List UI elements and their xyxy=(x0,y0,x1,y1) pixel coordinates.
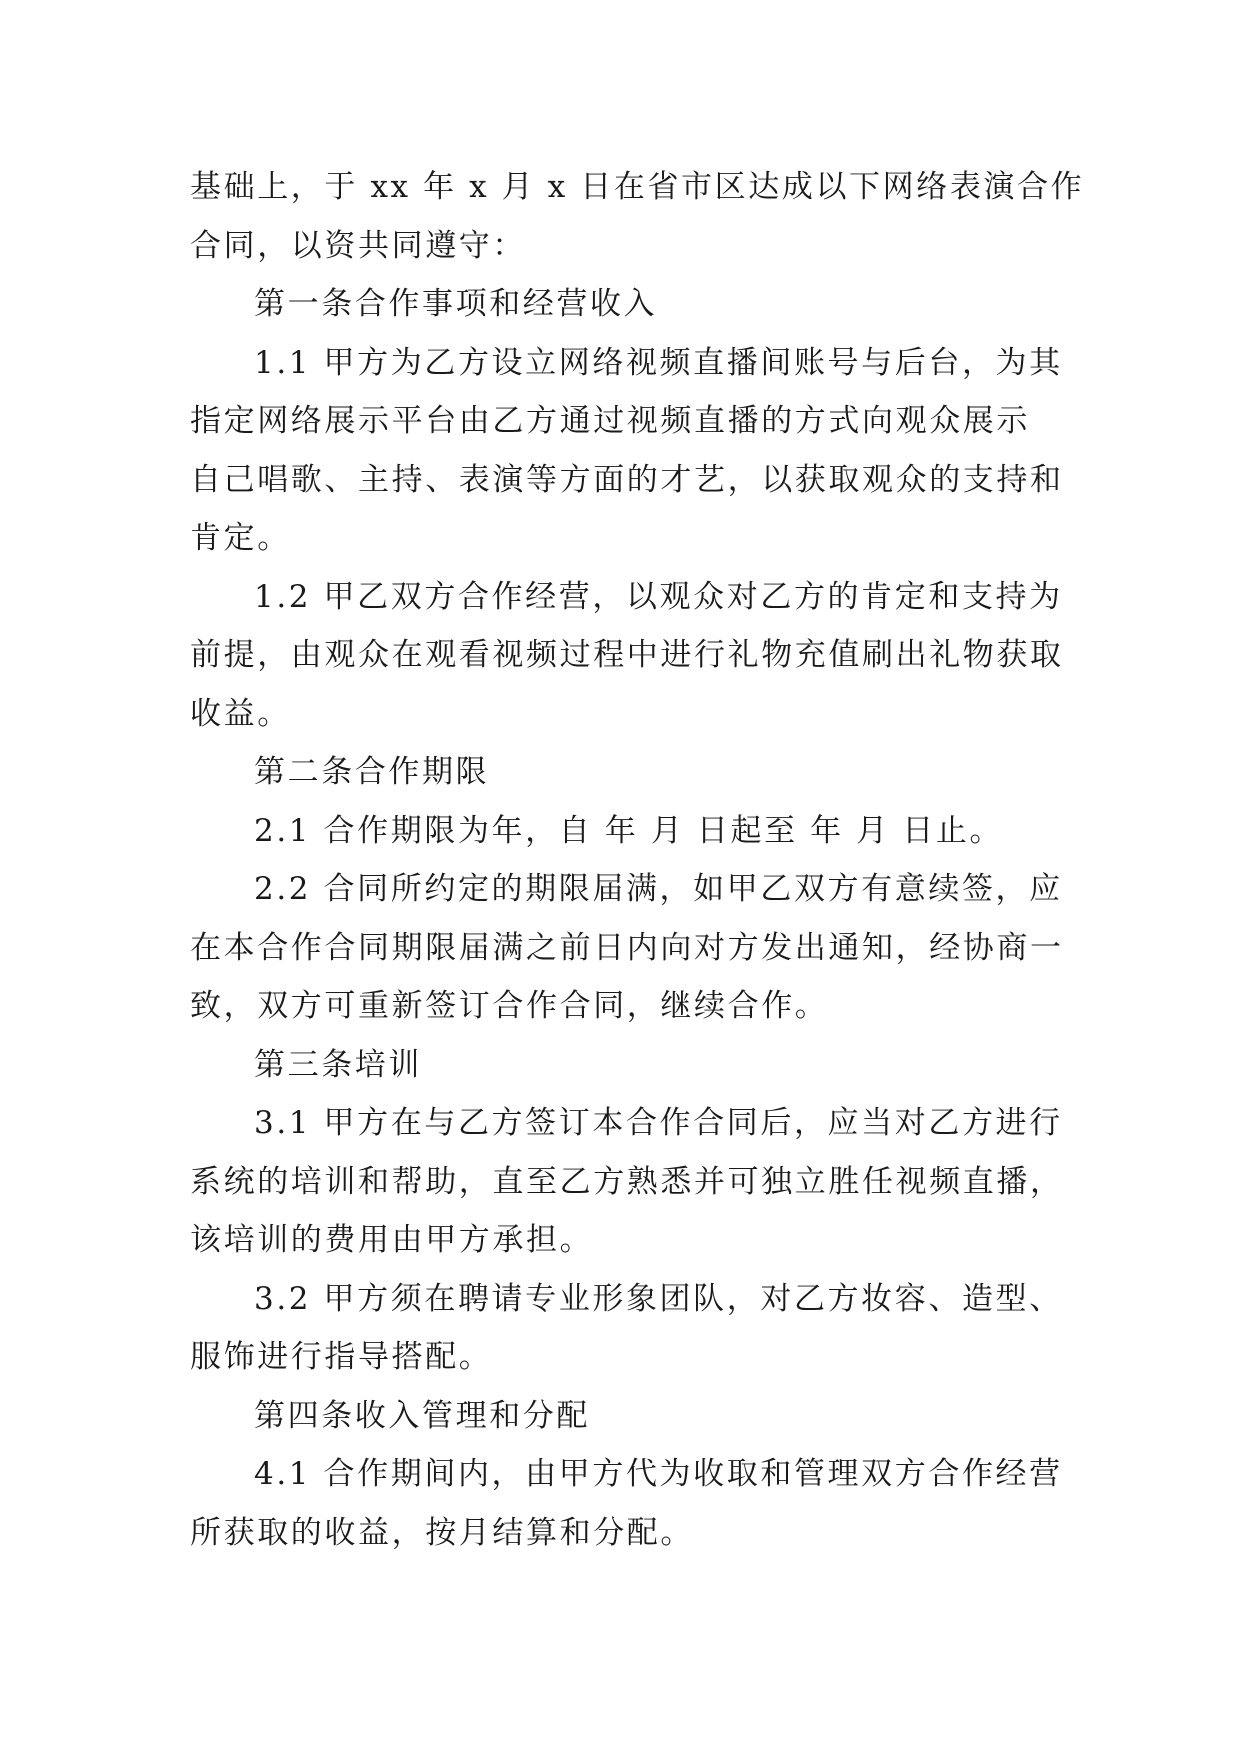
clause-3-1: 3.1 甲方在与乙方签订本合作合同后，应当对乙方进行 xyxy=(254,1105,1063,1141)
clause-2-1: 2.1 合作期限为年，自 年 月 日起至 年 月 日止。 xyxy=(254,812,1004,849)
text-line: 基础上，于 xx 年 x 月 x 日在省市区达成以下网络表演合作 xyxy=(190,169,1085,205)
clause-1-2: 1.2 甲乙双方合作经营，以观众对乙方的肯定和支持为 xyxy=(254,578,1063,615)
text-line: 指定网络展示平台由乙方通过视频直播的方式向观众展示 xyxy=(190,403,1030,439)
section-heading-1: 第一条合作事项和经营收入 xyxy=(254,286,658,322)
text-line: 致，双方可重新签订合作合同，继续合作。 xyxy=(190,988,829,1024)
section-heading-4: 第四条收入管理和分配 xyxy=(254,1397,590,1434)
text-line: 收益。 xyxy=(190,695,291,732)
text-line: 在本合作合同期限届满之前日内向对方发出通知，经协商一 xyxy=(190,929,1064,966)
clause-4-1: 4.1 合作期间内，由甲方代为收取和管理双方合作经营 xyxy=(254,1456,1063,1492)
text-line: 系统的培训和帮助，直至乙方熟悉并可独立胜任视频直播， xyxy=(190,1163,1064,1200)
clause-3-2: 3.2 甲方须在聘请专业形象团队，对乙方妆容、造型、 xyxy=(254,1280,1063,1317)
text-line: 合同，以资共同遵守： xyxy=(190,227,526,264)
text-line: 肯定。 xyxy=(190,520,291,556)
text-line: 服饰进行指导搭配。 xyxy=(190,1339,493,1375)
text-line: 所获取的收益，按月结算和分配。 xyxy=(190,1514,694,1551)
clause-1-1: 1.1 甲方为乙方设立网络视频直播间账号与后台，为其 xyxy=(254,344,1063,381)
text-line: 前提，由观众在观看视频过程中进行礼物充值刷出礼物获取 xyxy=(190,637,1064,673)
section-heading-3: 第三条培训 xyxy=(254,1046,422,1083)
section-heading-2: 第二条合作期限 xyxy=(254,754,490,790)
clause-2-2: 2.2 合同所约定的期限届满，如甲乙双方有意续签，应 xyxy=(254,871,1063,907)
contract-text xyxy=(190,158,1085,1562)
text-line: 自己唱歌、主持、表演等方面的才艺，以获取观众的支持和 xyxy=(190,461,1064,498)
text-line: 该培训的费用由甲方承担。 xyxy=(190,1222,594,1258)
